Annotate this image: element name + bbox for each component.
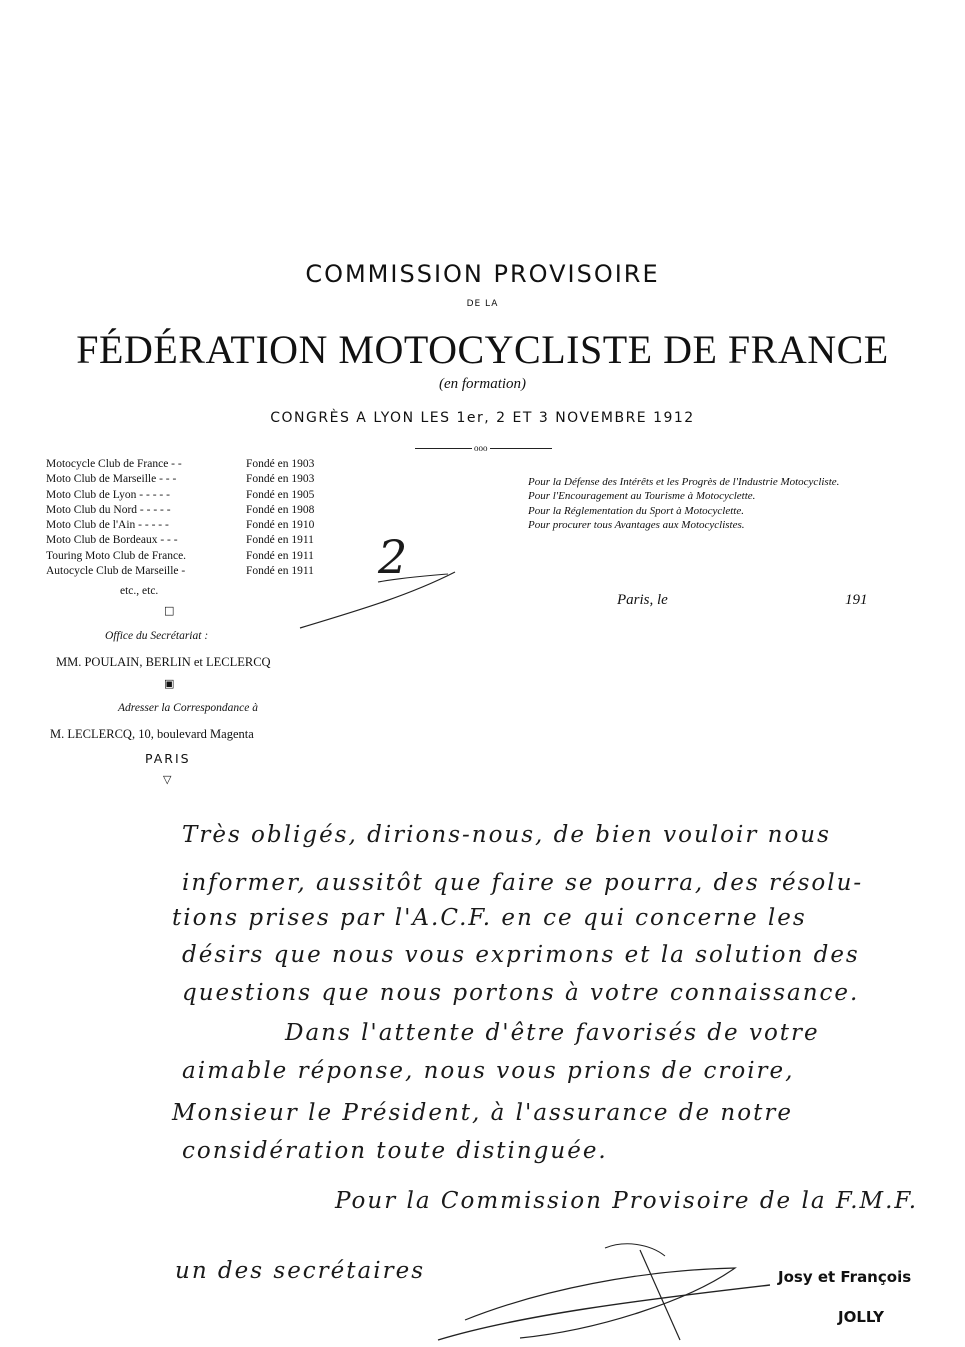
square-dot-ornament-icon: ▣ (164, 677, 175, 690)
purpose-item: Pour la Réglementation du Sport à Motocyclette. (528, 504, 744, 517)
address-line: M. LECLERCQ, 10, boulevard Magenta (50, 727, 254, 741)
pen-stroke-slash (300, 572, 455, 628)
handwritten-line: Monsieur le Président, à l'assurance de notre (172, 1100, 793, 1126)
club-founded: Fondé en 1911 (246, 565, 314, 578)
date-year: 191 (845, 592, 868, 608)
handwritten-line: Très obligés, dirions-nous, de bien vouloir nous (182, 822, 831, 848)
club-name: Moto Club de Bordeaux - - - (46, 534, 178, 547)
credit-line1: Josy et François (778, 1268, 912, 1286)
club-name: Autocycle Club de Marseille - (46, 565, 186, 578)
club-name: Moto Club de Lyon - - - - - (46, 488, 170, 501)
club-name: Motocycle Club de France - - (46, 458, 182, 470)
signature-loop (465, 1268, 735, 1338)
handwritten-line: tions prises par l'A.C.F. en ce qui concerne les (172, 905, 807, 931)
handwritten-line: désirs que nous vous exprimons et la solution des (182, 942, 860, 968)
handwritten-closing: Pour la Commission Provisoire de la F.M.F. (335, 1188, 919, 1214)
triangle-ornament-icon: ▽ (163, 773, 172, 786)
divider-ornament: ooo (474, 443, 488, 453)
handwritten-line: Dans l'attente d'être favorisés de votre (285, 1020, 820, 1046)
club-founded: Fondé en 1903 (246, 473, 315, 486)
congress-line: CONGRÈS A LYON LES 1er, 2 ET 3 NOVEMBRE 1912 (270, 410, 695, 426)
signature-flourish (438, 1285, 770, 1340)
clubs-etc: etc., etc. (120, 585, 159, 597)
office-names: MM. POULAIN, BERLIN et LECLERCQ (56, 655, 271, 669)
handwritten-line: questions que nous portons à votre connaissance. (182, 980, 860, 1006)
signature-mark (605, 1244, 665, 1256)
address-city: PARIS (145, 751, 191, 766)
handwritten-line: considération toute distinguée. (182, 1138, 608, 1164)
purpose-item: Pour la Défense des Intérêts et les Progrès de l'Industrie Motocycliste. (528, 476, 840, 488)
club-founded: Fondé en 1911 (246, 549, 314, 562)
club-name: Moto Club de Marseille - - - (46, 473, 177, 486)
address-heading: Adresser la Correspondance à (118, 702, 259, 714)
handwritten-line: informer, aussitôt que faire se pourra, des résolu- (182, 870, 864, 896)
letterhead-main-title: FÉDÉRATION MOTOCYCLISTE DE FRANCE (76, 327, 889, 372)
signature-stroke (640, 1250, 680, 1340)
office-heading: Office du Secrétariat : (105, 630, 209, 642)
club-founded: Fondé en 1908 (246, 503, 315, 516)
handwritten-signatory: un des secrétaires (175, 1258, 426, 1284)
handwritten-page-number: 2 (378, 530, 408, 584)
club-founded: Fondé en 1903 (246, 458, 315, 470)
club-name: Moto Club du Nord - - - - - (46, 503, 171, 516)
club-founded: Fondé en 1911 (246, 534, 314, 547)
purpose-item: Pour procurer tous Avantages aux Motocyclistes. (528, 518, 745, 531)
purpose-item: Pour l'Encouragement au Tourisme à Motocyclette. (528, 490, 756, 503)
letterhead-title-line2: DE LA (466, 299, 499, 309)
square-ornament-icon: □ (164, 604, 175, 617)
club-name: Moto Club de l'Ain - - - - - (46, 519, 169, 532)
handwritten-line: aimable réponse, nous vous prions de croire, (182, 1058, 795, 1084)
letterhead-title-line1: COMMISSION PROVISOIRE (305, 260, 660, 288)
club-founded: Fondé en 1910 (246, 519, 315, 532)
club-name: Touring Moto Club de France. (46, 549, 187, 562)
credit-line2: JOLLY (838, 1308, 884, 1326)
club-founded: Fondé en 1905 (246, 488, 315, 501)
letterhead-subtitle: (en formation) (438, 376, 527, 392)
date-label: Paris, le (617, 592, 668, 608)
